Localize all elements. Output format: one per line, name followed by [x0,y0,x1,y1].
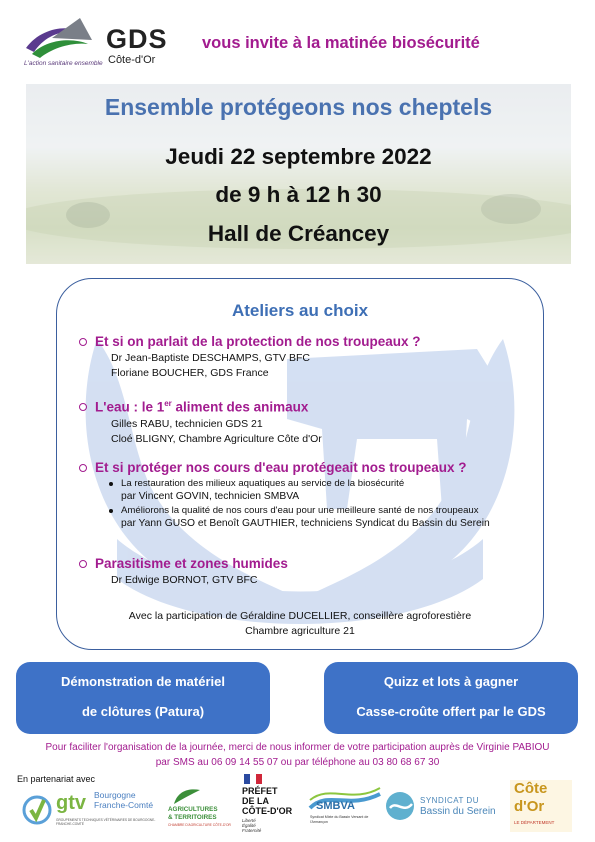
smbva-logo [308,786,382,832]
gds-logo [22,14,192,76]
hero-banner [26,84,571,264]
workshop-item [95,460,490,529]
serein-drop-icon [384,790,416,822]
workshop-item [95,399,322,445]
gtv-name: gtv [56,792,86,814]
demo-box-line: de clôtures (Patura) [81,704,205,719]
prefet-title: CÔTE-D'OR [242,806,293,816]
cote-dor-text: Côte [514,780,548,797]
circle-bullet-icon [79,464,87,472]
quiz-box [324,662,578,734]
workshops-panel [56,278,544,650]
speaker: Dr Edwige BORNOT, GTV BFC [111,574,258,586]
event-place: Hall de Créancey [207,221,390,246]
demo-box-line: Démonstration de matériel [61,674,225,689]
demo-box [16,662,270,734]
agri-title: & TERRITOIRES [168,814,217,821]
event-time: de 9 h à 12 h 30 [215,182,382,207]
circle-bullet-icon [79,338,87,346]
smbva-subtitle: Syndicat Mixte du Bassin Versant de l'Armançon [310,815,369,824]
prefet-logo [242,786,304,832]
gtv-logo [22,786,182,832]
registration-line: Pour faciliter l'organisation de la journée, merci de nous informer de votre participation auprès de Virginie PABIOU [45,742,550,753]
agri-subtitle: CHAMBRE D'AGRICULTURE CÔTE-D'OR [168,823,231,827]
workshops-title: Ateliers au choix [231,301,369,320]
logo-text: GDS [106,24,168,54]
event-date: Jeudi 22 septembre 2022 [165,144,432,169]
invite-heading: vous invite à la matinée biosécurité [202,34,480,52]
prefet-motto: Égalité [242,823,256,828]
gtv-subtitle: GROUPEMENTS TECHNIQUES VÉTÉRINAIRES DE BOURGOGNE-FRANCHE-COMTÉ [56,818,156,826]
circle-bullet-icon [79,560,87,568]
logo-subtitle: Côte-d'Or [108,54,156,66]
agri-leaf-icon [172,786,202,806]
speaker: Cloé BLIGNY, Chambre Agriculture Côte d'Or [111,432,322,445]
serein-title: Bassin du Serein [420,806,496,817]
workshop-item [95,556,288,586]
cote-dor-departement-logo [510,780,576,832]
prefet-motto: Liberté [242,818,256,823]
serein-title: SYNDICAT DU [420,796,479,805]
speaker: Dr Jean-Baptiste DESCHAMPS, GTV BFC [111,352,310,364]
serein-logo [384,786,504,832]
speaker: Floriane BOUCHER, GDS France [111,367,269,379]
circle-bullet-icon [79,403,87,411]
participation-line: Avec la participation de Géraldine DUCELLIER, conseillère agroforestière [128,610,472,622]
banner-title: Ensemble protégeons nos cheptels [104,94,493,120]
prefet-title: PRÉFET [242,786,278,796]
quiz-box-line: Quizz et lots à gagner [383,674,519,689]
participation-note [57,609,543,639]
participation-line: Chambre agriculture 21 [245,625,355,637]
smbva-name: SMBVA [316,800,355,812]
agri-title: AGRICULTURES [168,806,218,813]
speaker: par Yann GUSO et Benoît GAUTHIER, techniciens Syndicat du Bassin du Serein [121,518,490,529]
cote-dor-subtitle: LE DÉPARTEMENT [514,820,555,825]
prefet-motto: Fraternité [242,828,262,833]
workshop-subtopic: Améliorons la qualité de nos cours d'eau pour une meilleure santé de nos troupeaux [121,505,490,516]
quiz-box-line: Casse-croûte offert par le GDS [356,704,546,719]
workshop-title: Et si protéger nos cours d'eau protégeait nos troupeaux ? [95,460,490,475]
gtv-emblem-icon [22,790,52,830]
prefet-title: DE LA [242,796,269,806]
gds-swoosh-icon [22,18,102,64]
registration-contact: par SMS au 06 09 14 55 07 ou par téléphone au 03 80 68 67 30 [155,757,440,768]
workshop-title: Et si on parlait de la protection de nos troupeaux ? [95,334,421,349]
workshop-title: Parasitisme et zones humides [95,556,288,571]
workshop-item [95,334,421,379]
gtv-region: Franche-Comté [94,800,154,810]
gtv-region: Bourgogne [94,790,136,800]
cote-dor-text: d'Or [514,798,545,815]
partner-label: En partenariat avec [17,774,96,784]
speaker: par Vincent GOVIN, technicien SMBVA [121,491,300,502]
workshop-title: L'eau : le 1er aliment des animaux [95,399,322,415]
speaker: Gilles RABU, technicien GDS 21 [111,417,263,430]
chambre-agriculture-logo [168,786,234,832]
workshop-subtopic: La restauration des milieux aquatiques au service de la biosécurité [121,478,490,489]
logo-tagline: L'action sanitaire ensemble [24,60,103,67]
registration-info [0,740,595,770]
marianne-flag-icon [244,774,262,784]
